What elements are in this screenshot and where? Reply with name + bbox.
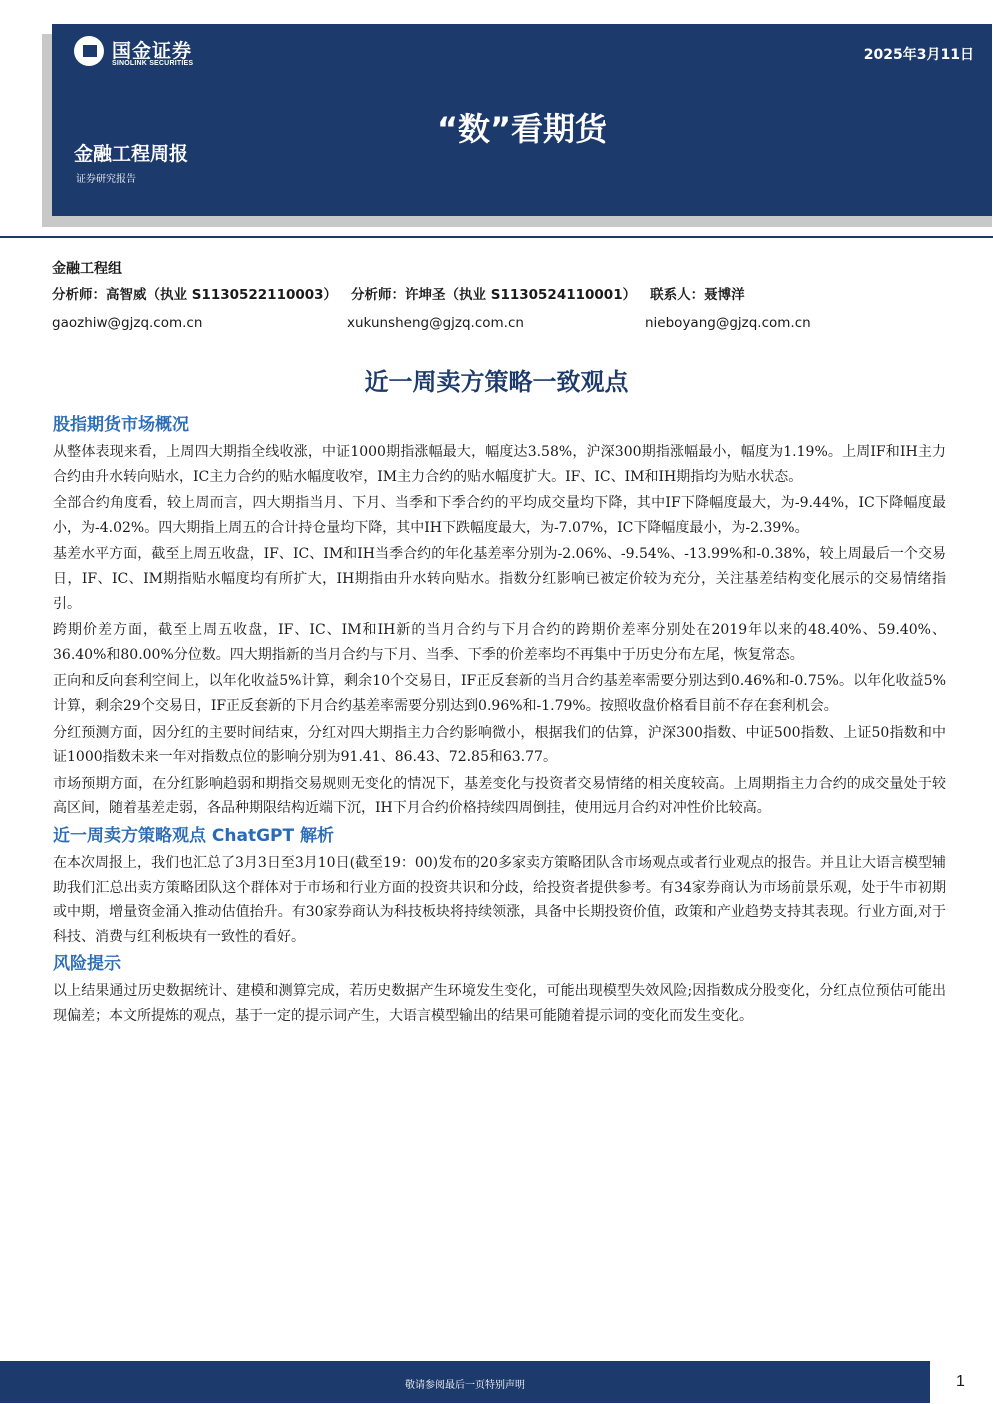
contact-person: 联系人：聂博洋 <box>650 287 745 303</box>
paragraph: 基差水平方面，截至上周五收盘，IF、IC、IM和IH当季合约的年化基差率分别为-2.06%、-9.54%、-13.99%和-0.38%，较上周最后一个交易日，IF、IC、IM期指贴水幅度均有所扩大，IH期指由升水转向贴水。指数分红影响已被定价较为充分，关注基差结构变化展示的交易情绪指引。 <box>53 546 946 612</box>
section-heading: 股指期货市场概况 <box>53 415 189 435</box>
main-title: 近一周卖方策略一致观点 <box>364 368 629 396</box>
logo-text-cn: 国金证券 <box>112 40 193 62</box>
section-chatgpt-analysis <box>53 823 946 949</box>
report-subtype: 证券研究报告 <box>76 174 136 185</box>
email-link-3[interactable]: nieboyang@gjzq.com.cn <box>645 315 811 331</box>
section-heading: 近一周卖方策略观点 ChatGPT 解析 <box>53 825 335 846</box>
analyst-group: 金融工程组 <box>52 261 122 277</box>
email-link-1[interactable]: gaozhiw@gjzq.com.cn <box>52 315 203 331</box>
footer-disclaimer-note: 敬请参阅最后一页特别声明 <box>405 1380 525 1391</box>
report-type: 金融工程周报 <box>74 143 189 165</box>
report-date: 2025年3月11日 <box>863 47 974 63</box>
section-heading: 风险提示 <box>53 954 121 975</box>
paragraph: 市场预期方面，在分红影响趋弱和期指交易规则无变化的情况下，基差变化与投资者交易情绪的相关度较高。上周期指主力合约的成交量处于较高区间，随着基差走弱，各品种期限结构近端下沉，IH下月合约价格持续四周倒挂，使用远月合约对冲性价比较高。 <box>53 775 946 817</box>
analyst-block <box>52 259 952 335</box>
analyst-2: 分析师：许坤圣（执业 S1130524110001） <box>351 287 637 303</box>
header-divider <box>0 236 993 238</box>
paragraph: 分红预测方面，因分红的主要时间结束，分红对四大期指主力合约影响微小，根据我们的估算，沪深300指数、中证500指数、上证50指数和中证1000指数未来一年对指数点位的影响分别为91.41、86.43、72.85和63.77。 <box>53 724 946 766</box>
analyst-line <box>52 285 952 305</box>
report-body <box>53 412 946 1030</box>
analyst-1: 分析师：高智威（执业 S1130522110003） <box>52 287 338 303</box>
paragraph: 在本次周报上，我们也汇总了3月3日至3月10日(截至19：00)发布的20多家卖方策略团队含市场观点或者行业观点的报告。并且让大语言模型辅助我们汇总出卖方策略团队这个群体对于市场和行业方面的投资共识和分歧，给投资者提供参考。有34家券商认为市场前景乐观，处于牛市初期或中期，增量资金涌入推动估值抬升。有30家券商认为科技板块将持续领涨，具备中长期投资价值，政策和产业趋势支持其表现。行业方面,对于科技、消费与红利板块有一致性的看好。 <box>53 854 946 945</box>
paragraph: 以上结果通过历史数据统计、建模和测算完成，若历史数据产生环境发生变化，可能出现模型失效风险;因指数成分股变化，分红点位预估可能出现偏差；本文所提炼的观点，基于一定的提示词产生，大语言模型输出的结果可能随着提示词的变化而发生变化。 <box>53 983 946 1024</box>
section-risk-warning <box>53 951 946 1028</box>
header-banner <box>52 24 992 216</box>
logo-mark-icon <box>74 36 104 66</box>
paragraph: 全部合约角度看，较上周而言，四大期指当月、下月、当季和下季合约的平均成交量均下降，其中IF下降幅度最大，为-9.44%，IC下降幅度最小，为-4.02%。四大期指上周五的合计持仓量均下降，其中IH下跌幅度最大，为-7.07%，IC下降幅度最小，为-2.39%。 <box>53 495 946 536</box>
logo-text-en: SINOLINK SECURITIES <box>112 60 194 67</box>
section-market-overview <box>53 412 946 821</box>
report-title: “数”看期货 <box>436 110 608 148</box>
paragraph: 正向和反向套利空间上，以年化收益5%计算，剩余10个交易日，IF正反套新的当月合约基差率需要分别达到0.46%和-0.75%。以年化收益5%计算，剩余29个交易日，IF正反套新的下月合约基差率需要分别达到0.96%和-1.79%。按照收盘价格看目前不存在套利机会。 <box>53 673 946 714</box>
paragraph: 从整体表现来看，上周四大期指全线收涨，中证1000期指涨幅最大，幅度达3.58%，沪深300期指涨幅最小，幅度为1.19%。上周IF和IH主力合约由升水转向贴水，IC主力合约的贴水幅度收窄，IM主力合约的贴水幅度扩大。IF、IC、IM和IH期指均为贴水状态。 <box>53 444 946 485</box>
analyst-emails <box>52 315 952 335</box>
email-link-2[interactable]: xukunsheng@gjzq.com.cn <box>347 315 524 331</box>
page-number: 1 <box>956 1373 965 1390</box>
paragraph: 跨期价差方面，截至上周五收盘，IF、IC、IM和IH新的当月合约与下月合约的跨期价差率分别处在2019年以来的48.40%、59.40%、36.40%和80.00%分位数。四大期指新的当月合约与下月、当季、下季的价差率均不再集中于历史分布左尾，恢复常态。 <box>53 622 946 663</box>
